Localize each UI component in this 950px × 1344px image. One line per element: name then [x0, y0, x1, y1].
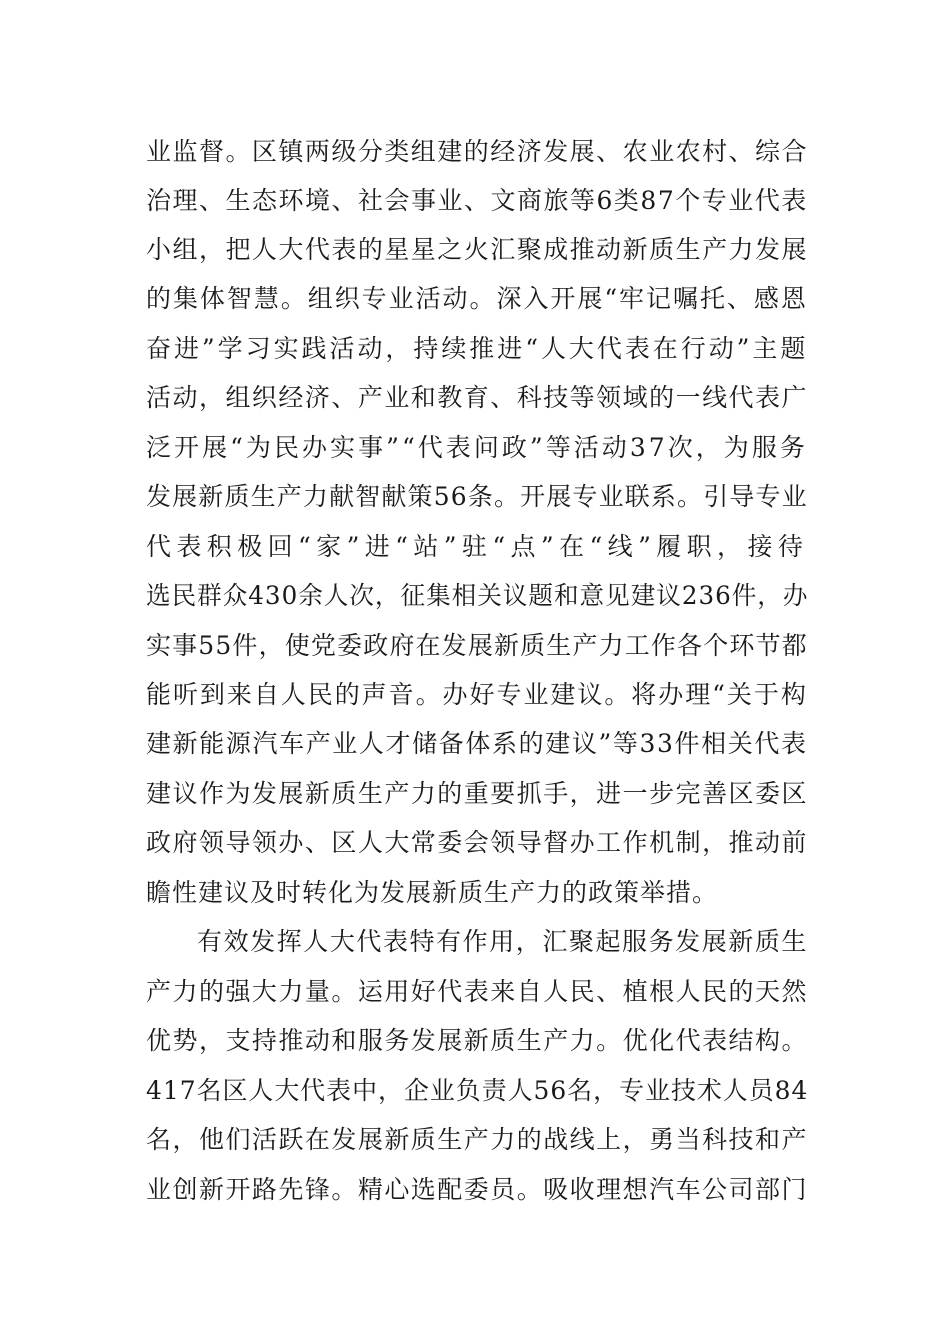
text-line: 建新能源汽车产业人才储备体系的建议”等33件相关代表: [146, 729, 808, 758]
text-line: 实事55件，使党委政府在发展新质生产力工作各个环节都: [146, 631, 808, 660]
text-line: 代表积极回“家”进“站”驻“点”在“线”履职，接待: [146, 532, 809, 561]
text-line: 活动，组织经济、产业和教育、科技等领域的一线代表广: [146, 383, 809, 412]
text-line: 名，他们活跃在发展新质生产力的战线上，勇当科技和产: [146, 1125, 809, 1154]
text-line: 小组，把人大代表的星星之火汇聚成推动新质生产力发展: [146, 235, 809, 264]
text-line: 建议作为发展新质生产力的重要抓手，进一步完善区委区: [146, 779, 809, 808]
text-line: 政府领导领办、区人大常委会领导督办工作机制，推动前: [146, 828, 809, 857]
text-line: 业监督。区镇两级分类组建的经济发展、农业农村、综合: [146, 137, 809, 166]
text-line: 417名区人大代表中，企业负责人56名，专业技术人员84: [146, 1076, 809, 1105]
text-line: 的集体智慧。组织专业活动。深入开展“牢记嘱托、感恩: [146, 284, 808, 313]
text-line: 泛开展“为民办实事”“代表问政”等活动37次，为服务: [146, 433, 808, 462]
text-line: 治理、生态环境、社会事业、文商旅等6类87个专业代表: [146, 186, 808, 215]
text-line: 能听到来自人民的声音。办好专业建议。将办理“关于构: [146, 680, 808, 709]
paragraph-first-line: 有效发挥人大代表特有作用，汇聚起服务发展新质生: [197, 927, 808, 956]
text-line: 产力的强大力量。运用好代表来自人民、植根人民的天然: [146, 977, 809, 1006]
text-line: 优势，支持推动和服务发展新质生产力。优化代表结构。: [146, 1026, 809, 1055]
text-line: 瞻性建议及时转化为发展新质生产力的政策举措。: [146, 878, 719, 907]
text-line: 业创新开路先锋。精心选配委员。吸收理想汽车公司部门: [146, 1175, 809, 1204]
text-line: 发展新质生产力献智献策56条。开展专业联系。引导专业: [146, 482, 808, 511]
text-line: 选民群众430余人次，征集相关议题和意见建议236件，办: [146, 581, 809, 610]
text-line: 奋进”学习实践活动，持续推进“人大代表在行动”主题: [146, 334, 809, 363]
